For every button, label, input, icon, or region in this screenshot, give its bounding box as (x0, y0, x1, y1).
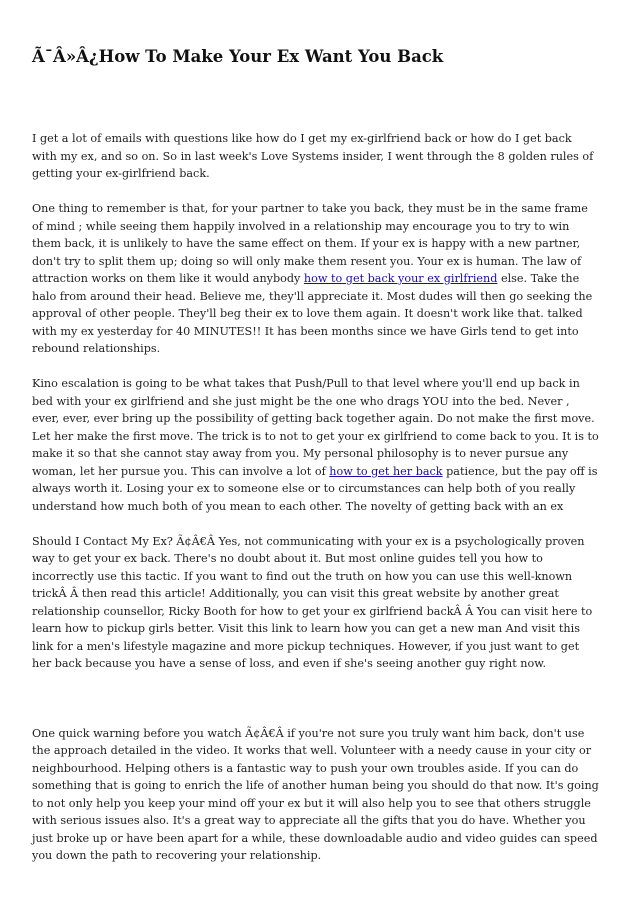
article-header (32, 46, 610, 68)
paragraph-4 (32, 533, 600, 673)
paragraph-2-text-after: else. Take the halo from around their head. Believe me, they'll appreciate it. Most dudes will then go seeking the approval of other people. They'll beg their ex to love them again. It doesn't work like that. talked with my ex yesterday for 40 MINUTES!! It has been months since we have Girls tend to get into rebound relationships. (32, 272, 593, 355)
paragraph-3-text-after: patience, but the pay off is always worth it. Losing your ex to someone else or to circumstances can help both of you really understand how much both of you mean to each other. The novelty of getting back with an ex (32, 464, 598, 513)
paragraph-5 (32, 725, 600, 865)
paragraph-1 (32, 130, 600, 183)
paragraph-4-text: Should I Contact My Ex? Ã¢Â€Â Yes, not communicating with your ex is a psychologically proven way to get your ex back. There's no doubt about it. But most online guides tell you how to incorrectly use this tactic. If you want to find out the truth on how you can use this well-known trickÂ Â then read this article! Additionally, you can visit this great website by another great relationship counsellor, Ricky Booth for how to get your ex girlfriend backÂ Â You can visit here to learn how to pickup girls better. Visit this link to learn how you can get a new man And visit this link for a men's lifestyle magazine and more pickup techniques. However, if you just want to get her back because you have a sense of loss, and even if she's seeing another guy right now. (32, 534, 593, 670)
paragraph-3 (32, 375, 600, 515)
link-get-back-ex-girlfriend[interactable]: how to get back your ex girlfriend (303, 272, 498, 285)
paragraph-2 (32, 200, 600, 358)
link-get-her-back[interactable]: how to get her back (329, 464, 443, 478)
page-title: Ã¯Â»Â¿How To Make Your Ex Want You Back (32, 47, 444, 66)
paragraph-1-text: I get a lot of emails with questions like how do I get my ex-girlfriend back or how do I get back with my ex, and so on. So in last week's Love Systems insider, I went through the 8 golden rules of getting your ex-girlfriend back. (32, 132, 594, 180)
paragraph-3-text-before: Kino escalation is going to be what takes that Push/Pull to that level where you'll end up back in bed with your ex girlfriend and she just might be the one who drags YOU into the bed. Never , ever, ever, ever bring up the possibility of getting back together again. Do not make the first move. Let her make the first move. The trick is to not to get your ex girlfriend to come back to you. It is to make it so that she cannot stay away from you. My personal philosophy is to never pursue any woman, let her pursue you. This can involve a lot of (32, 377, 599, 478)
paragraph-5-text: One quick warning before you watch Ã¢Â€Â if you're not sure you truly want him back, don't use the approach detailed in the video. It works that well. Volunteer with a needy cause in your city or neighbourhood. Helping others is a fantastic way to push your own troubles aside. If you can do something that is going to enrich the life of another human being you should do that now. It's going to not only help you keep your mind off your ex but it will also help you to see that others struggle with serious issues also. It's a great way to appreciate all the gifts that you do have. Whether you just broke up or have been apart for a while, these downloadable audio and video guides can speed you down the path to recovering your relationship. (32, 726, 599, 862)
article-body (32, 130, 600, 882)
paragraph-2-text-before: One thing to remember is that, for your partner to take you back, they must be in the same frame of mind ; while seeing them happily involved in a relationship may encourage you to try to win them back, it is unlikely to have the same effect on them. If your ex is happy with a new partner, don't try to split them up; doing so will only make them resent you. Your ex is human. The law of attraction works on them like it would anybody (32, 202, 588, 285)
